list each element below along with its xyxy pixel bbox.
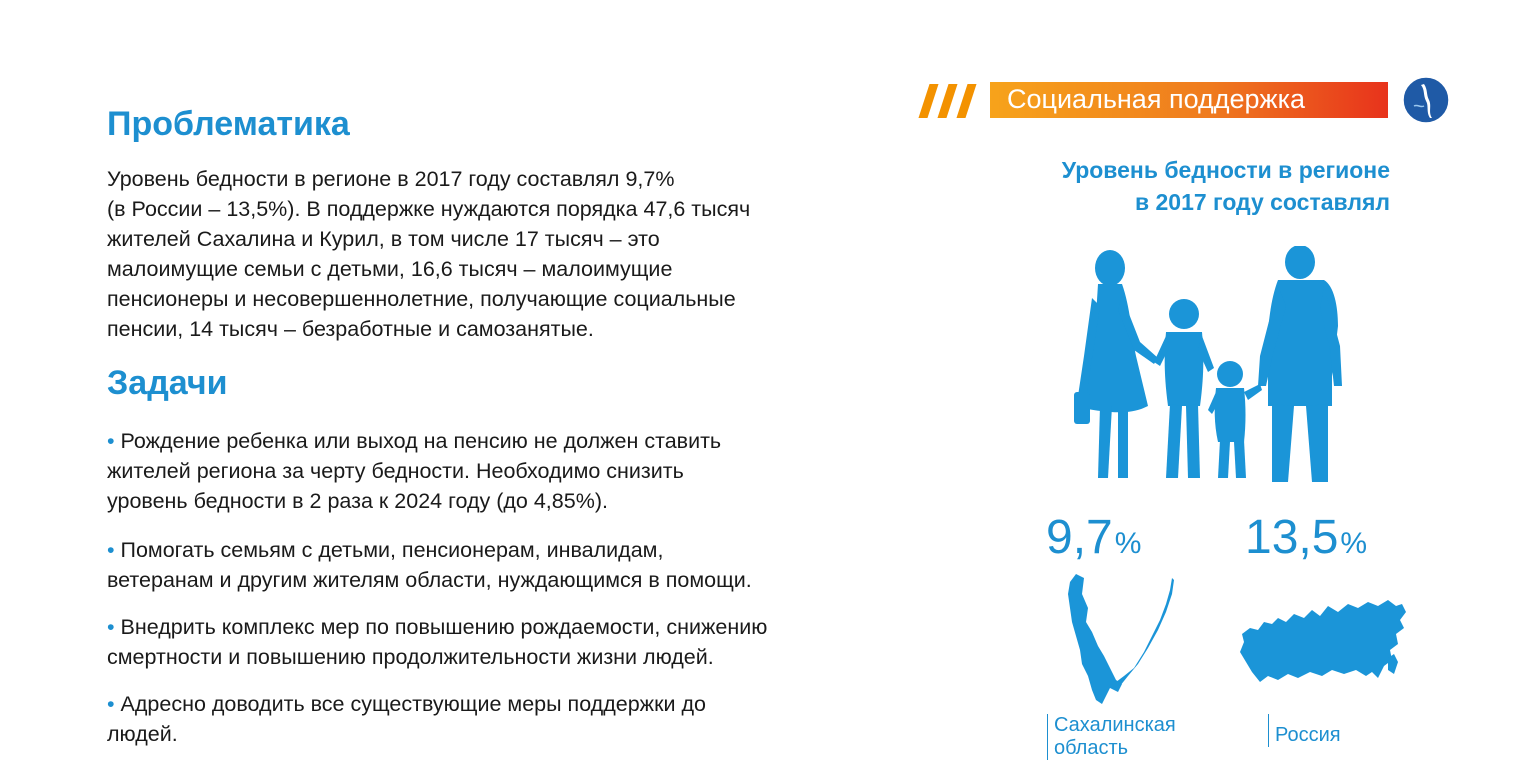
bullet-icon: •	[107, 429, 115, 453]
task-line: уровень бедности в 2 раза к 2024 году (до 4,85%).	[107, 489, 608, 513]
task-item	[107, 689, 907, 749]
bullet-icon: •	[107, 615, 115, 639]
task-line: ветеранам и другим жителям области, нуждающимся в помощи.	[107, 568, 752, 592]
region-caption-line: область	[1054, 737, 1129, 759]
task-item	[107, 612, 907, 672]
problem-line: Уровень бедности в регионе в 2017 году составлял 9,7%	[107, 167, 675, 191]
task-line: Внедрить комплекс мер по повышению рождаемости, снижению	[120, 615, 768, 639]
problem-line: пенсии, 14 тысяч – безработные и самозанятые.	[107, 317, 594, 341]
sakhalin-map-icon	[1058, 572, 1178, 704]
percent-sign: %	[1340, 527, 1368, 560]
problem-line: пенсионеры и несовершеннолетние, получающие социальные	[107, 287, 736, 311]
task-line: Помогать семьям с детьми, пенсионерам, инвалидам,	[120, 538, 664, 562]
russia-value-number: 13,5	[1245, 511, 1339, 564]
banner-title: Социальная поддержка	[1007, 84, 1306, 114]
infographic-title	[1000, 154, 1390, 218]
task-item	[107, 535, 907, 595]
percent-sign: %	[1114, 527, 1142, 560]
bullet-icon: •	[107, 538, 115, 562]
sakhalin-emblem-icon	[1402, 76, 1450, 124]
banner-stripe	[937, 84, 957, 118]
russia-caption	[1268, 714, 1341, 747]
region-caption	[1047, 714, 1176, 760]
task-item	[107, 426, 907, 516]
family-silhouette-icon	[1062, 246, 1352, 491]
problem-line: жителей Сахалина и Курил, в том числе 17 тысяч – это	[107, 227, 660, 251]
task-line: смертности и повышению продолжительности жизни людей.	[107, 645, 714, 669]
banner-stripe	[918, 84, 938, 118]
problem-paragraph	[107, 164, 907, 344]
russia-caption-line: Россия	[1275, 724, 1341, 746]
infographic-title-line: Уровень бедности в регионе	[1061, 157, 1390, 183]
task-line: Адресно доводить все существующие меры поддержки до	[120, 692, 706, 716]
bullet-icon: •	[107, 692, 115, 716]
russia-poverty-value	[1245, 510, 1367, 565]
problem-line: (в России – 13,5%). В поддержке нуждаются порядка 47,6 тысяч	[107, 197, 751, 221]
problem-line: малоимущие семьи с детьми, 16,6 тысяч – малоимущие	[107, 257, 673, 281]
region-caption-line: Сахалинская	[1054, 714, 1176, 736]
region-value-number: 9,7	[1046, 511, 1113, 564]
infographic-title-line: в 2017 году составлял	[1134, 189, 1390, 215]
task-line: людей.	[107, 722, 178, 746]
russia-map-icon	[1238, 598, 1410, 690]
banner-stripe	[956, 84, 976, 118]
heading-tasks: Задачи	[107, 364, 228, 402]
heading-problem: Проблематика	[107, 105, 350, 143]
task-line: Рождение ребенка или выход на пенсию не должен ставить	[120, 429, 722, 453]
region-poverty-value	[1046, 510, 1141, 565]
task-line: жителей региона за черту бедности. Необходимо снизить	[107, 459, 684, 483]
